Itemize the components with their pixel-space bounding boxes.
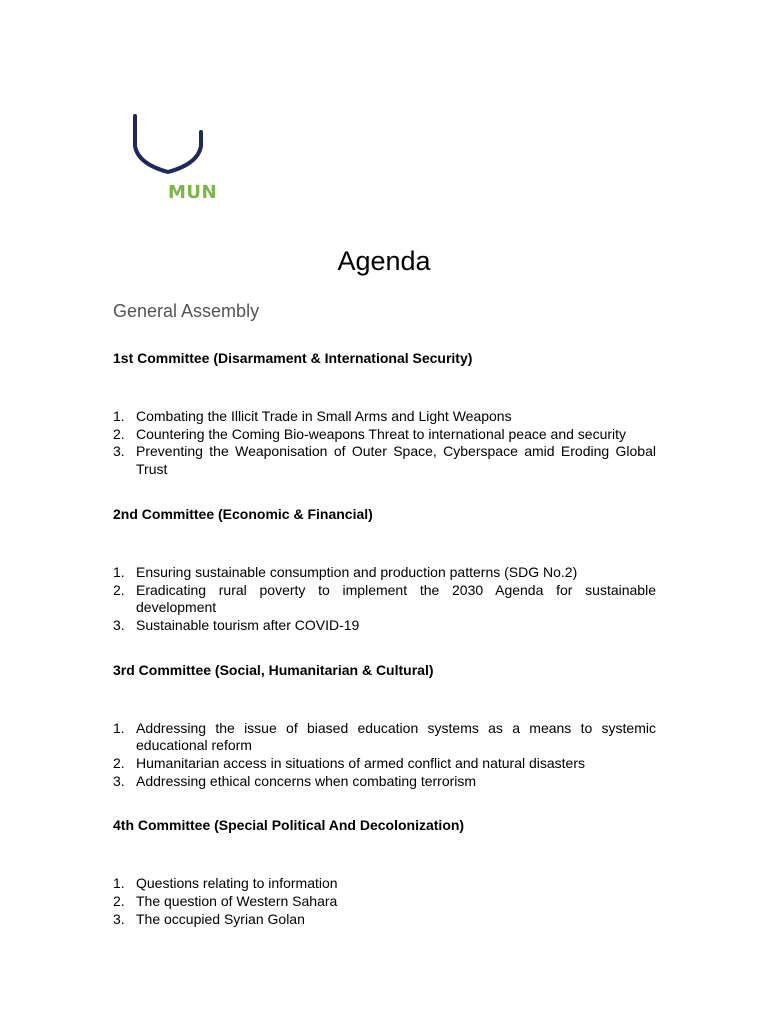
agenda-item — [113, 875, 656, 893]
item-number: 3. — [113, 616, 125, 633]
agenda-item — [113, 617, 656, 635]
shield-icon — [128, 106, 218, 186]
item-number: 1. — [113, 563, 125, 580]
item-number: 1. — [113, 408, 125, 424]
agenda-item — [113, 443, 656, 478]
item-number: 2. — [113, 893, 125, 910]
agenda-item — [113, 911, 656, 929]
item-text: Addressing ethical concerns when combating terrorism — [136, 772, 477, 789]
committee-heading: 1st Committee (Disarmament & International Security) — [113, 350, 473, 366]
item-number: 1. — [113, 875, 125, 892]
committee-list — [113, 349, 656, 955]
committee-3 — [113, 661, 656, 791]
section-title: General Assembly — [113, 301, 260, 321]
agenda-item-list — [113, 720, 656, 791]
committee-1 — [113, 349, 656, 479]
agenda-item — [113, 582, 656, 617]
agenda-item — [113, 773, 656, 791]
item-text: Sustainable tourism after COVID-19 — [136, 616, 360, 633]
item-text: Eradicating rural poverty to implement the 2030 Agenda for sustainable development — [136, 581, 656, 616]
agenda-item — [113, 426, 656, 444]
item-number: 2. — [113, 581, 125, 598]
item-number: 1. — [113, 719, 125, 736]
item-number: 3. — [113, 443, 125, 460]
agenda-item-list — [113, 408, 656, 479]
agenda-item-list — [113, 875, 656, 928]
agenda-item — [113, 893, 656, 911]
item-number: 3. — [113, 910, 125, 927]
item-number: 2. — [113, 755, 125, 772]
item-number: 2. — [113, 425, 125, 442]
committee-heading: 2nd Committee (Economic & Financial) — [113, 505, 373, 522]
item-text: The occupied Syrian Golan — [136, 910, 305, 927]
item-text: Preventing the Weaponisation of Outer Space, Cyberspace amid Eroding Global Trust — [136, 443, 656, 478]
agenda-item-list — [113, 564, 656, 635]
item-text: Countering the Coming Bio-weapons Threat to international peace and security — [136, 425, 627, 442]
item-text: Combating the Illicit Trade in Small Arms and Light Weapons — [136, 408, 512, 424]
committee-heading: 3rd Committee (Social, Humanitarian & Cultural) — [113, 661, 434, 678]
item-text: Questions relating to information — [136, 875, 338, 892]
agenda-item — [113, 720, 656, 755]
committee-4 — [113, 816, 656, 928]
committee-2 — [113, 505, 656, 635]
item-text: The question of Western Sahara — [136, 893, 338, 910]
agenda-item — [113, 755, 656, 773]
item-text: Humanitarian access in situations of armed conflict and natural disasters — [136, 755, 585, 772]
document-title: Agenda — [337, 246, 431, 276]
agenda-item — [113, 408, 656, 426]
item-number: 3. — [113, 772, 125, 789]
item-text: Ensuring sustainable consumption and production patterns (SDG No.2) — [136, 563, 578, 580]
committee-heading: 4th Committee (Special Political And Decolonization) — [113, 817, 465, 834]
agenda-item — [113, 564, 656, 582]
logo-text: MUN — [168, 182, 218, 203]
item-text: Addressing the issue of biased education systems as a means to systemic educational reform — [136, 719, 656, 754]
mun-logo — [128, 106, 228, 210]
